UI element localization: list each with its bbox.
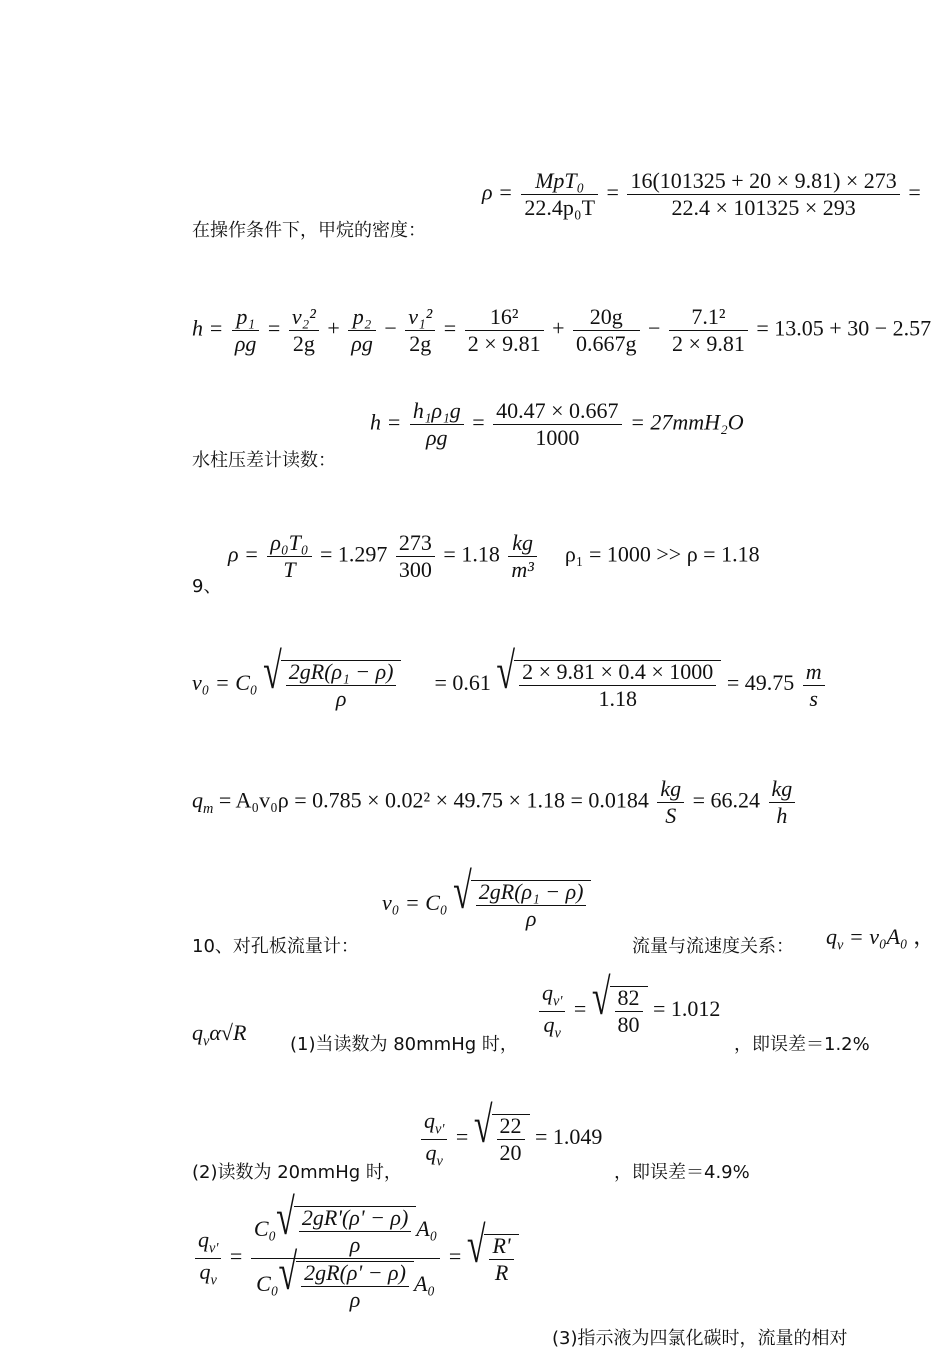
water-column-label: 水柱压差计读数：	[192, 450, 336, 471]
case-3-label: (3)指示液为四氯化碳时，流量的相对	[552, 1328, 848, 1349]
methane-density-equation: ρ = $\frac{\text{MpT₀}}{\text{22.4p₀T}}$ = $\frac{16(101325 + 20 \times 9.81) \times 273}{22.4 \times 101325 \times 293}$ =	[482, 168, 921, 220]
case-1-error: ，即误差＝1.2%	[734, 1034, 870, 1055]
water-column-equation: h = $\frac{\text{h₁ρ₁g}}{\rho g}$ = $\frac{40.47 \times 0.667}{1000}$ = 27mmH₂O	[370, 398, 744, 450]
problem-10-label: 10、对孔板流量计：	[192, 936, 359, 957]
case-2-label: (2)读数为 20mmHg 时，	[192, 1162, 402, 1183]
problem-9-label: 9、	[192, 576, 222, 597]
flow-relation-equation: $q_v = v_0A_0$ ，	[826, 924, 936, 954]
flow-ratio-equation: $\frac{q_{v'}}{q_v}$ = C₀ √ $\frac{2gR'(\rho' - \rho)}{\rho}$ A₀ C₀ √ $\frac{2gR(\rho' - \rho)}{\rho}$ A₀ = √ $\frac{R'}{R}$	[192, 1206, 519, 1311]
flow-relation-label: 流量与流速度关系：	[632, 936, 794, 957]
problem-9-density-equation: ρ = $\frac{\text{ρ₀T₀}}{T}$ = 1.297 $\frac{273}{300}$ = 1.18 $\frac{kg}{\text{m³}}$ ρ₁ = 1000 >> ρ = 1.18	[228, 530, 760, 582]
orifice-velocity-equation: v₀ = C₀ √ $\frac{\text{2gR(ρ₁ − ρ)}}{\rho}$ = 0.61 √ $\frac{2 \times 9.81 \times 0.4 \times 1000}{1.18}$ = 49.75 $\frac{m}{s}$	[192, 660, 828, 710]
problem-10-velocity-equation: v₀ = C₀ √ $\frac{\text{2gR(ρ₁ − ρ)}}{\rho}$	[382, 880, 591, 930]
case-2-equation: $\frac{q_{v'}}{q_v}$ = √ $\frac{22}{20}$ = 1.049	[418, 1110, 602, 1168]
case-1-equation: $\frac{q_{v'}}{q_v}$ = √ $\frac{82}{80}$ = 1.012	[536, 982, 720, 1040]
methane-density-label: 在操作条件下，甲烷的密度：	[192, 220, 426, 241]
case-2-error: ，即误差＝4.9%	[614, 1162, 750, 1183]
bernoulli-head-equation: h = $\frac{\text{p₁}}{\rho g}$ = $\frac{\text{v₂²}}{2g}$ + $\frac{\text{p₂}}{\rho g}$ − $\frac{\text{v₁²}}{2g}$ = $\frac{\text{16²}}{2 \times 9.81}$ + $\frac{20g}{0.667g}$ − $\frac{\text{7.1²}}{2 \times 9.81}$ = 13.05 + 30 − 2.57	[192, 304, 932, 356]
proportionality-equation: $q_v\alpha√R$	[192, 1020, 247, 1050]
mass-flow-equation: $q_m = A_0v_0\rho = 0.785 \times 0.02^2 \times 49.75 \times 1.18 = 0.0184$ $\frac{kg}{S}$ = 66.24 $\frac{kg}{h}$	[192, 778, 798, 827]
case-1-label: (1)当读数为 80mmHg 时，	[290, 1034, 518, 1055]
